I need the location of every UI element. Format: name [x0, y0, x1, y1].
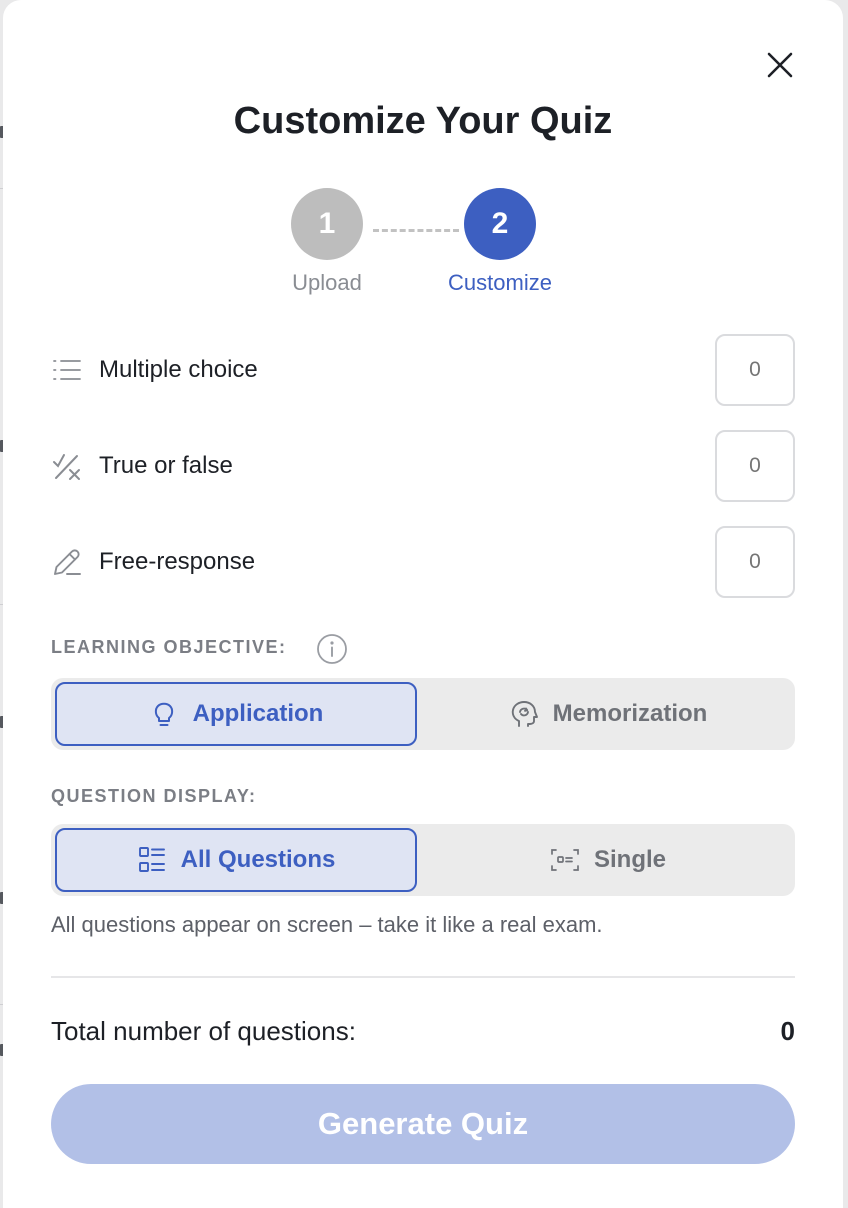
single-question-icon	[550, 845, 580, 875]
memorization-option[interactable]	[427, 682, 789, 746]
learning-objective-label: LEARNING OBJECTIVE:	[51, 637, 287, 657]
all-questions-icon	[137, 845, 167, 875]
head-icon	[509, 699, 539, 729]
total-questions-label: Total number of questions:	[51, 1016, 356, 1046]
step-connector	[373, 229, 459, 232]
modal-title: Customize Your Quiz	[233, 100, 613, 142]
close-icon	[766, 51, 794, 79]
multiple-choice-row	[51, 334, 795, 406]
true-or-false-label: True or false	[99, 452, 233, 479]
generate-quiz-button[interactable]: Generate Quiz	[51, 1084, 795, 1164]
single-label: Single	[593, 846, 666, 873]
multiple-choice-count-input[interactable]	[715, 334, 795, 406]
all-questions-label: All Questions	[180, 846, 336, 873]
total-questions-value: 0	[780, 1016, 795, 1046]
close-button[interactable]	[761, 46, 799, 84]
learning-objective-toggle	[51, 678, 795, 750]
single-option[interactable]	[427, 828, 789, 892]
true-or-false-row	[51, 430, 795, 502]
memorization-label: Memorization	[552, 700, 708, 727]
free-response-label: Free-response	[99, 548, 256, 575]
application-label: Application	[192, 700, 324, 727]
true-or-false-count-input[interactable]	[715, 430, 795, 502]
info-icon	[316, 633, 348, 665]
divider	[51, 976, 795, 978]
all-questions-option[interactable]	[55, 828, 417, 892]
list-icon	[51, 354, 83, 386]
step-1-label: Upload	[292, 270, 362, 295]
step-1-circle: 1	[291, 188, 363, 260]
lightbulb-icon	[149, 699, 179, 729]
pencil-icon	[51, 546, 83, 578]
customize-quiz-modal	[3, 0, 843, 1208]
step-2-label: Customize	[448, 270, 552, 295]
free-response-count-input[interactable]	[715, 526, 795, 598]
multiple-choice-label: Multiple choice	[99, 356, 258, 383]
question-display-toggle	[51, 824, 795, 896]
application-option[interactable]	[55, 682, 417, 746]
question-display-label: QUESTION DISPLAY:	[51, 786, 257, 806]
display-hint: All questions appear on screen – take it like a real exam.	[51, 912, 603, 937]
check-cross-icon	[51, 450, 83, 482]
step-2-circle: 2	[464, 188, 536, 260]
info-button[interactable]	[316, 633, 348, 665]
free-response-row	[51, 526, 795, 598]
